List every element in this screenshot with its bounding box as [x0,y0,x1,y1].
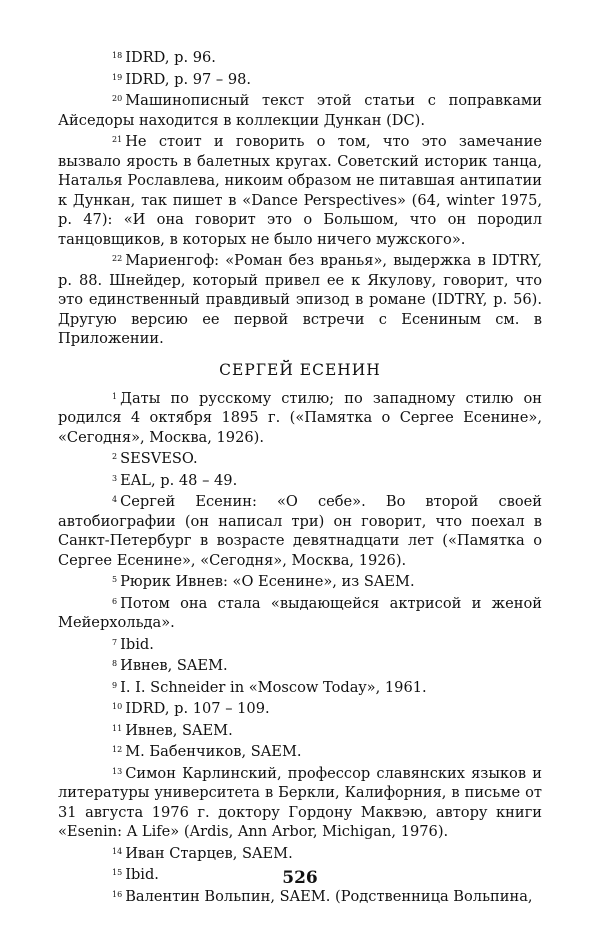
footnote-text: IDRD, p. 97 – 98. [125,70,252,88]
footnote-10 [58,697,542,719]
footnote-text: Машинописный текст этой статьи с поправками Айседоры находится в коллекции Дункан (DC). [58,92,542,129]
footnote-number: 15 [112,868,123,877]
footnote-7 [58,633,542,655]
footnote-text: Потом она стала «выдающейся актрисой и женой Мейерхольда». [58,594,542,631]
footnote-number: 11 [112,723,123,733]
footnote-14 [58,842,542,864]
footnote-1 [58,387,542,448]
notes-block [58,46,542,906]
footnote-text: Ивнев, SAEM. [125,721,233,739]
footnote-text: IDRD, p. 96. [125,49,216,66]
footnote-text: Рюрик Ивнев: «О Есенине», из SAEM. [120,573,415,590]
footnote-text: I. I. Schneider in «Moscow Today», 1961. [120,678,427,696]
footnote-text: М. Бабенчиков, SAEM. [125,743,302,760]
footnote-20 [58,89,542,130]
footnote-number: 7 [112,637,118,647]
footnote-18 [58,46,542,68]
footnote-12 [58,740,542,762]
footnote-number: 19 [112,72,123,82]
footnote-8 [58,654,542,676]
footnote-11 [58,719,542,741]
footnote-4 [58,490,542,570]
footnote-number: 14 [112,846,123,856]
footnote-text: Симон Карлинский, профессор славянских языков и литературы университета в Беркли, Калифорния, в письме от 31 августа 1976 г. доктору Гордону Маквэю, автору книги «Esenin: A Life» (Ardis, Ann Arbor, Michigan, 1976). [58,764,542,840]
footnote-text: Мариенгоф: «Роман без вранья», выдержка в IDTRY, p. 88. Шнейдер, который привел ее к Якулову, говорит, что это единственный правдивый эпизод в романе (IDTRY, p. 56). Другую версию ее первой встречи с Есениным см. в Приложении. [58,252,542,347]
footnote-number: 12 [112,745,123,754]
footnote-text: Даты по русскому стилю; по западному стилю он родился 4 октября 1895 г. («Памятка о Сергее Есенине», «Сегодня», Москва, 1926). [58,389,542,446]
footnote-text: EAL, p. 48 – 49. [120,471,238,489]
footnote-13 [58,762,542,842]
footnote-text: Не стоит и говорить о том, что это замечание вызвало ярость в балетных кругах. Советский историк танца, Наталья Рославлева, никоим образом не питавшая антипатии к Дункан, так пишет в «Dance Perspectives» (64, winter 1975, p. 47): «И она говорит это о Большом, что он породил танцовщиков, в которых не было ничего мужского». [58,133,542,248]
footnote-number: 1 [112,391,118,401]
footnote-text: Валентин Вольпин, SAEM. (Родственница Вольпина, [125,887,533,905]
footnote-text: Ibid. [120,635,154,653]
footnote-text: IDRD, p. 107 – 109. [125,700,270,717]
footnote-number: 13 [112,766,123,776]
footnote-9 [58,676,542,698]
footnote-6 [58,592,542,633]
footnote-number: 18 [112,51,123,60]
footnote-22 [58,249,542,349]
footnote-number: 20 [112,94,123,103]
footnote-text: Ibid. [125,866,159,883]
footnote-number: 5 [112,575,118,584]
footnote-text: SESVESO. [120,450,198,467]
footnote-19 [58,68,542,90]
footnote-number: 2 [112,452,118,461]
footnote-3 [58,469,542,491]
section-heading: СЕРГЕЙ ЕСЕНИН [219,360,381,379]
footnote-2 [58,447,542,469]
footnote-number: 4 [112,495,118,504]
footnote-number: 9 [112,680,118,690]
footnote-number: 21 [112,135,123,144]
footnote-text: Ивнев, SAEM. [120,657,228,674]
footnote-number: 10 [112,702,123,711]
footnote-number: 3 [112,473,118,483]
footnote-text: Сергей Есенин: «О себе». Во второй своей автобиографии (он написал три) он говорит, что поехал в Санкт-Петербург в возрасте девятнадцати лет («Памятка о Сергее Есенине», «Сегодня», Москва, 1926). [58,493,542,569]
footnote-text: Иван Старцев, SAEM. [125,844,293,862]
footnote-number: 22 [112,254,123,263]
footnote-number: 16 [112,889,123,899]
footnote-21 [58,130,542,249]
footnote-number: 8 [112,659,118,668]
footnote-5 [58,570,542,592]
page-number: 526 [282,868,318,888]
footnote-number: 6 [112,596,118,606]
